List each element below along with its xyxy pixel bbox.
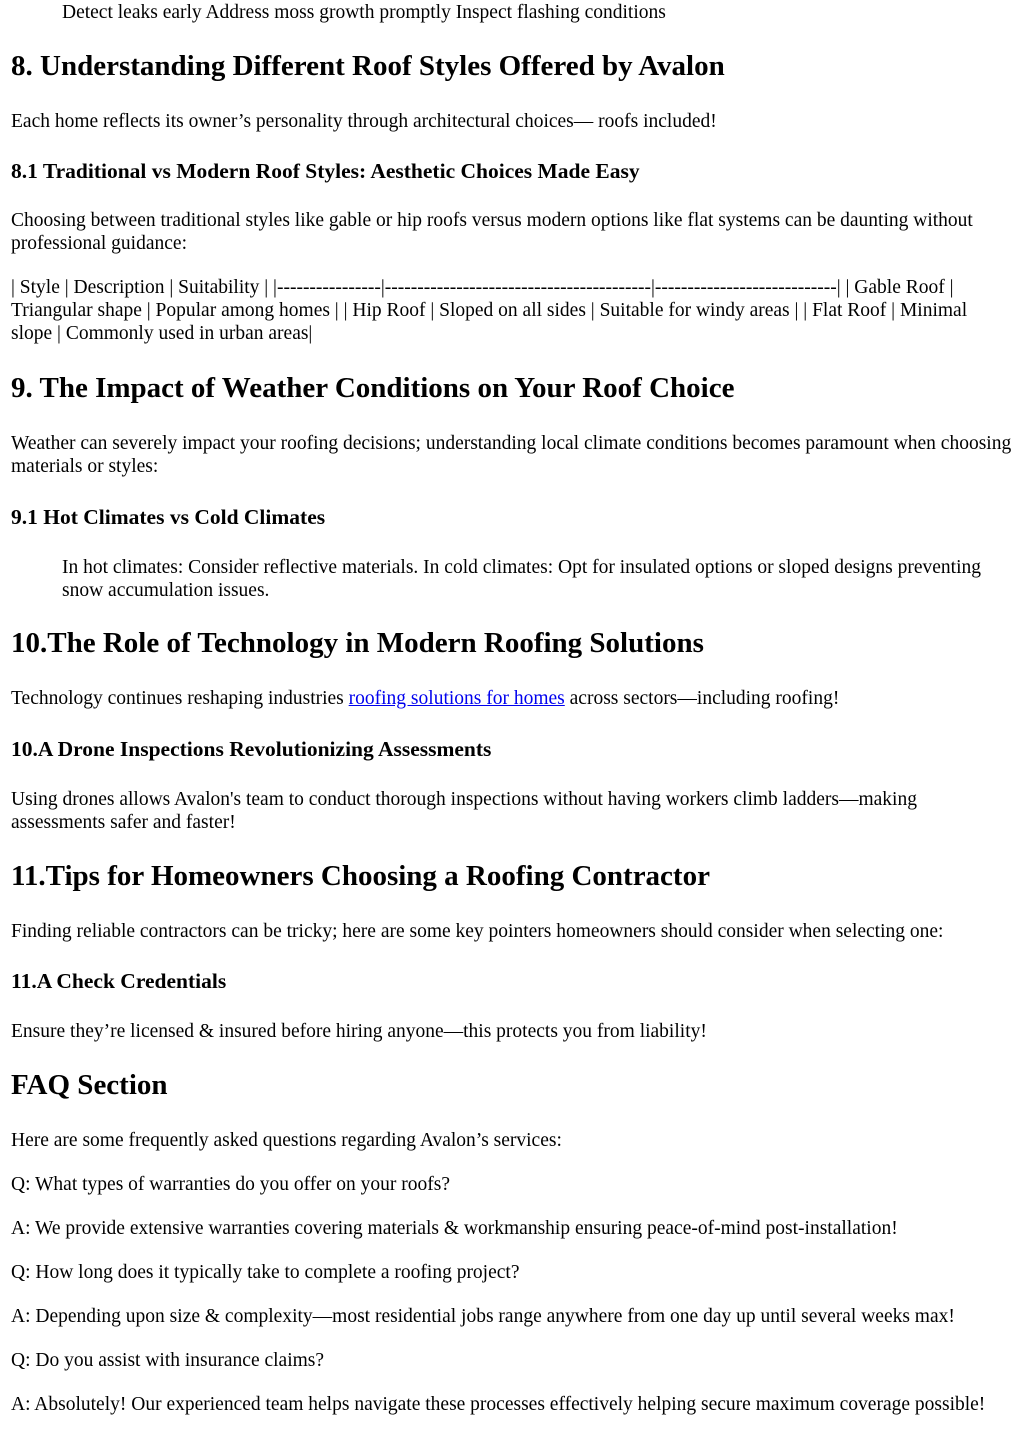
faq-heading: FAQ Section xyxy=(11,1069,168,1101)
faq-answer: A: Absolutely! Our experienced team helps navigate these processes effectively helping secure maximum coverage possible! xyxy=(11,1394,986,1415)
roof-styles-table-text: | Style | Description | Suitability | |----------------|-----------------------------------------|----------------------------| | Gable Roof | Triangular shape | Popular among homes | | Hip Roof | Sloped on all sides | Suitable for windy areas | | Flat Roof | Minimal slope | Commonly used in urban areas| xyxy=(11,277,968,344)
faq-question: Q: What types of warranties do you offer on your roofs? xyxy=(11,1174,450,1195)
faq-intro: Here are some frequently asked questions regarding Avalon’s services: xyxy=(11,1130,562,1151)
section-8-heading: 8. Understanding Different Roof Styles Offered by Avalon xyxy=(11,50,725,82)
roofing-solutions-link[interactable]: roofing solutions for homes xyxy=(348,688,565,709)
section-10-intro-after: across sectors—including roofing! xyxy=(564,688,840,709)
maintenance-list: Detect leaks early Address moss growth promptly Inspect flashing conditions xyxy=(62,2,666,23)
faq-answer: A: We provide extensive warranties covering materials & workmanship ensuring peace-of-mind post-installation! xyxy=(11,1218,898,1239)
section-11-a-heading: 11.A Check Credentials xyxy=(11,969,227,993)
climate-list: In hot climates: Consider reflective materials. In cold climates: Opt for insulated options or sloped designs preventing snow accumulation issues. xyxy=(62,557,981,601)
section-10-a-heading: 10.A Drone Inspections Revolutionizing Assessments xyxy=(11,737,492,761)
section-11-intro: Finding reliable contractors can be tricky; here are some key pointers homeowners should consider when selecting one: xyxy=(11,921,944,942)
section-9-1-heading: 9.1 Hot Climates vs Cold Climates xyxy=(11,505,326,529)
section-11-heading: 11.Tips for Homeowners Choosing a Roofing Contractor xyxy=(11,860,710,892)
section-9-intro: Weather can severely impact your roofing decisions; understanding local climate conditions becomes paramount when choosing materials or styles: xyxy=(11,433,1012,477)
section-11-a-paragraph: Ensure they’re licensed & insured before hiring anyone—this protects you from liability! xyxy=(11,1021,707,1042)
section-8-intro: Each home reflects its owner’s personality through architectural choices— roofs included! xyxy=(11,111,717,132)
faq-question: Q: Do you assist with insurance claims? xyxy=(11,1350,325,1371)
section-10-intro-before: Technology continues reshaping industries xyxy=(11,688,349,709)
faq-question: Q: How long does it typically take to complete a roofing project? xyxy=(11,1262,520,1283)
section-8-1-heading: 8.1 Traditional vs Modern Roof Styles: Aesthetic Choices Made Easy xyxy=(11,159,640,183)
section-8-1-paragraph: Choosing between traditional styles like gable or hip roofs versus modern options like flat systems can be daunting without professional guidance: xyxy=(11,210,973,254)
faq-answer: A: Depending upon size & complexity—most residential jobs range anywhere from one day up until several weeks max! xyxy=(11,1306,955,1327)
section-10-a-paragraph: Using drones allows Avalon's team to conduct thorough inspections without having workers climb ladders—making assessments safer and faster! xyxy=(11,789,917,833)
section-10-heading: 10.The Role of Technology in Modern Roofing Solutions xyxy=(11,627,704,659)
section-10-intro xyxy=(11,687,1013,710)
section-9-heading: 9. The Impact of Weather Conditions on Your Roof Choice xyxy=(11,372,735,404)
